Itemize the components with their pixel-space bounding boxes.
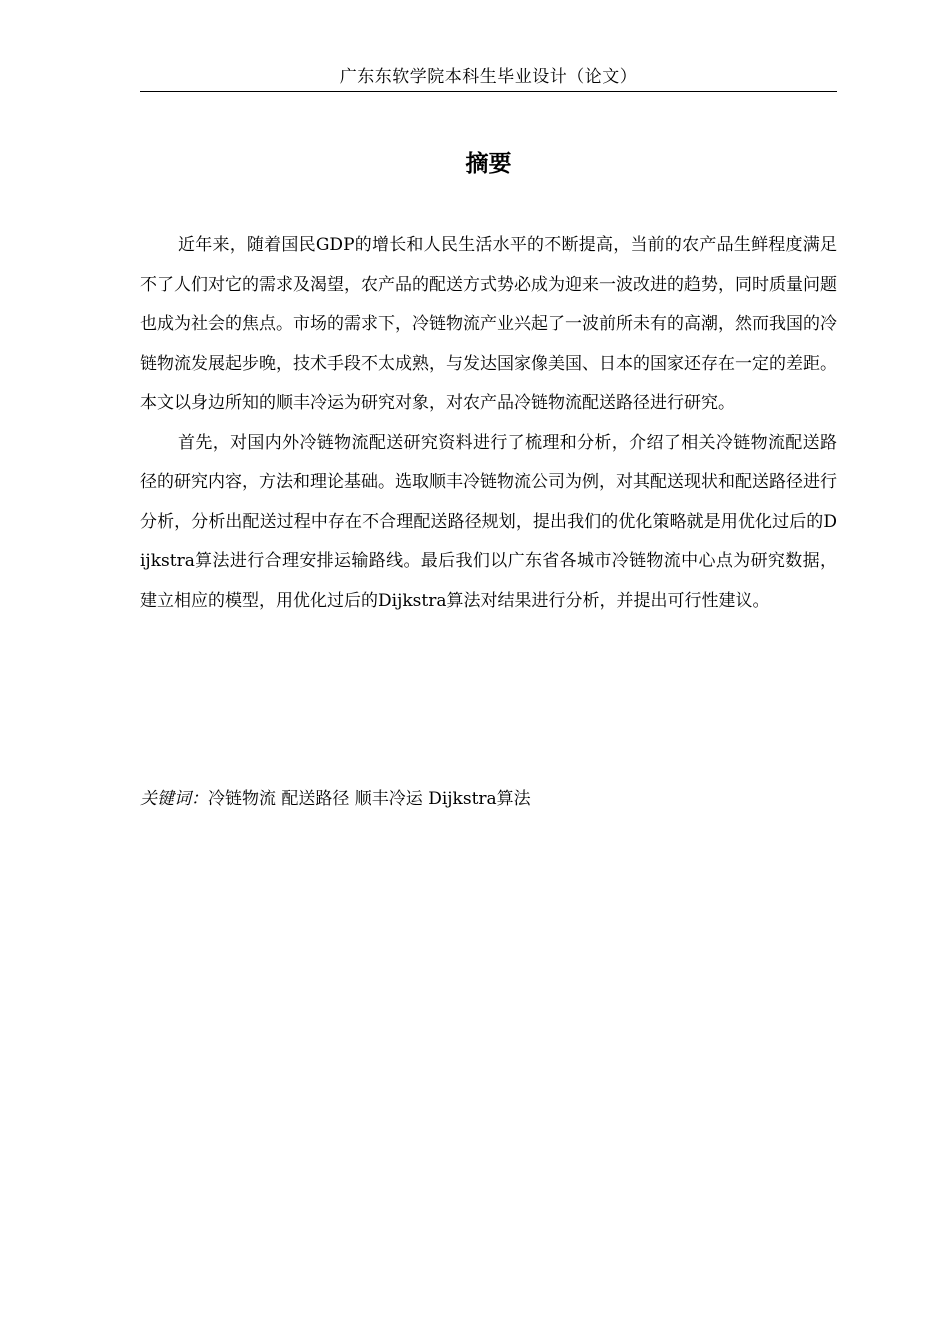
abstract-paragraph-2: 首先，对国内外冷链物流配送研究资料进行了梳理和分析，介绍了相关冷链物流配送路径的研究内容，方法和理论基础。选取顺丰冷链物流公司为例，对其配送现状和配送路径进行分析，分析出配送过程中存在不合理配送路径规划，提出我们的优化策略就是用优化过后的Dijkstra算法进行合理安排运输路线。最后我们以广东省各城市冷链物流中心点为研究数据，建立相应的模型，用优化过后的Dijkstra算法对结果进行分析，并提出可行性建议。 bbox=[140, 432, 837, 611]
keywords-line bbox=[140, 786, 837, 812]
abstract-title: 摘要 bbox=[465, 151, 512, 177]
keywords-value: 冷链物流 配送路径 顺丰冷运 Dijkstra算法 bbox=[208, 789, 531, 809]
abstract-body bbox=[140, 226, 837, 621]
abstract-paragraph-1: 近年来，随着国民GDP的增长和人民生活水平的不断提高，当前的农产品生鲜程度满足不了人们对它的需求及渴望，农产品的配送方式势必成为迎来一波改进的趋势，同时质量问题也成为社会的焦点。市场的需求下，冷链物流产业兴起了一波前所未有的高潮，然而我国的冷链物流发展起步晚，技术手段不太成熟，与发达国家像美国、日本的国家还存在一定的差距。本文以身边所知的顺丰冷运为研究对象，对农产品冷链物流配送路径进行研究。 bbox=[140, 235, 837, 413]
keywords-label: 关键词： bbox=[140, 789, 208, 809]
page-header: 广东东软学院本科生毕业设计（论文） bbox=[339, 67, 638, 87]
header-divider bbox=[140, 91, 837, 92]
